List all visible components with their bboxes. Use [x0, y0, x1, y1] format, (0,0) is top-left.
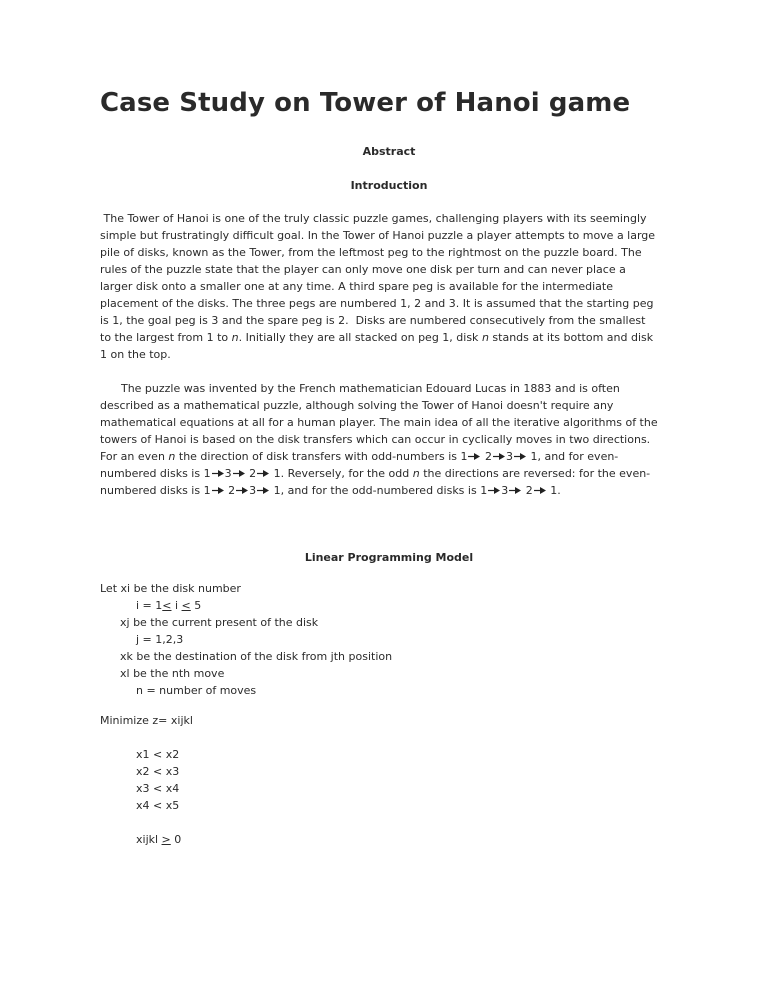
- right-arrow-icon: [257, 486, 269, 495]
- right-arrow-icon: [257, 469, 269, 478]
- le-symbol: <: [181, 599, 191, 612]
- text-run: numbered disks is 1: [100, 467, 211, 480]
- text-run: 2: [522, 484, 533, 497]
- text-run: 1. Reversely, for the odd: [270, 467, 413, 480]
- document-title: Case Study on Tower of Hanoi game: [100, 88, 631, 118]
- lp-line: xk be the destination of the disk from jth position: [120, 650, 393, 663]
- introduction-heading: Introduction: [350, 179, 428, 192]
- lp-line: xl be the nth move: [120, 667, 225, 680]
- intro-line: pile of disks, known as the Tower, from the leftmost peg to the rightmost on the puzzle board. The: [100, 246, 642, 259]
- lp-line: j = 1,2,3: [136, 633, 184, 646]
- text-run: 1, and for even-: [526, 450, 619, 463]
- history-line: [100, 448, 690, 465]
- lp-line: n = number of moves: [136, 684, 257, 697]
- intro-paragraph: [100, 210, 690, 363]
- text-run: 1, and for the odd-numbered disks is 1: [270, 484, 488, 497]
- text-run: 3: [505, 450, 513, 463]
- intro-line: simple but frustratingly difficult goal. In the Tower of Hanoi puzzle a player attempts to move a large: [100, 229, 656, 242]
- objective-line: Minimize z= xijkl: [100, 714, 193, 727]
- abstract-heading: Abstract: [362, 145, 416, 158]
- constraint-line: x3 < x4: [136, 782, 180, 795]
- intro-line: 1 on the top.: [100, 348, 171, 361]
- lp-model-heading: Linear Programming Model: [304, 551, 474, 564]
- history-line: towers of Hanoi is based on the disk transfers which can occur in cyclically moves in two directions.: [100, 433, 651, 446]
- text-run: 1.: [546, 484, 561, 497]
- intro-line: rules of the puzzle state that the player can only move one disk per turn and can never place a: [100, 263, 626, 276]
- text-run: 3: [224, 467, 232, 480]
- text-run: i = 1: [136, 599, 163, 612]
- right-arrow-icon: [236, 486, 248, 495]
- constraints: [100, 746, 700, 814]
- text-run: For an even: [100, 450, 169, 463]
- constraint-line: [100, 831, 700, 848]
- text-run: 2: [224, 484, 236, 497]
- text-run: i: [171, 599, 182, 612]
- lp-line: [100, 597, 700, 614]
- text-run: 2: [481, 450, 492, 463]
- right-arrow-icon: [468, 452, 480, 461]
- right-arrow-icon: [233, 469, 245, 478]
- text-run: 2: [245, 467, 257, 480]
- lp-line: Let xi be the disk number: [100, 582, 241, 595]
- intro-line: placement of the disks. The three pegs are numbered 1, 2 and 3. It is assumed that the starting peg: [100, 297, 654, 310]
- text-run: numbered disks is 1: [100, 484, 211, 497]
- italic-n: n: [412, 467, 420, 480]
- text-run: the direction of disk transfers with odd-numbers is 1: [175, 450, 468, 463]
- text-run: the directions are reversed: for the even-: [419, 467, 651, 480]
- text-run: . Initially they are all stacked on peg 1, disk: [238, 331, 482, 344]
- text-run: 3: [501, 484, 509, 497]
- lp-definitions: [100, 580, 700, 699]
- intro-line: The Tower of Hanoi is one of the truly classic puzzle games, challenging players with its seemingly: [100, 212, 647, 225]
- non-negativity: [100, 831, 700, 848]
- text-run: 5: [190, 599, 202, 612]
- text-run: 0: [170, 833, 182, 846]
- intro-line: [100, 329, 690, 346]
- text-run: stands at its bottom and disk: [488, 331, 654, 344]
- history-line: The puzzle was invented by the French mathematician Edouard Lucas in 1883 and is often: [100, 382, 620, 395]
- constraint-line: x4 < x5: [136, 799, 180, 812]
- history-line: [100, 482, 690, 499]
- le-symbol: <: [162, 599, 172, 612]
- constraint-line: x2 < x3: [136, 765, 180, 778]
- intro-line: is 1, the goal peg is 3 and the spare peg is 2. Disks are numbered consecutively from the smallest: [100, 314, 646, 327]
- right-arrow-icon: [488, 486, 500, 495]
- right-arrow-icon: [212, 486, 224, 495]
- lp-line: xj be the current present of the disk: [120, 616, 319, 629]
- ge-symbol: >: [161, 833, 171, 846]
- italic-n: n: [231, 331, 239, 344]
- text-run: 3: [249, 484, 257, 497]
- objective-function: [100, 712, 700, 729]
- text-run: xijkl: [136, 833, 162, 846]
- history-line: described as a mathematical puzzle, although solving the Tower of Hanoi doesn't require any: [100, 399, 614, 412]
- intro-line: larger disk onto a smaller one at any time. A third spare peg is available for the intermediate: [100, 280, 613, 293]
- italic-n: n: [168, 450, 176, 463]
- right-arrow-icon: [534, 486, 546, 495]
- history-line: mathematical equations at all for a human player. The main idea of all the iterative algorithms of the: [100, 416, 658, 429]
- constraint-line: x1 < x2: [136, 748, 180, 761]
- text-run: to the largest from 1 to: [100, 331, 232, 344]
- right-arrow-icon: [212, 469, 224, 478]
- history-line: [100, 465, 690, 482]
- right-arrow-icon: [493, 452, 505, 461]
- right-arrow-icon: [514, 452, 526, 461]
- right-arrow-icon: [509, 486, 521, 495]
- italic-n: n: [481, 331, 489, 344]
- history-paragraph: [100, 380, 690, 499]
